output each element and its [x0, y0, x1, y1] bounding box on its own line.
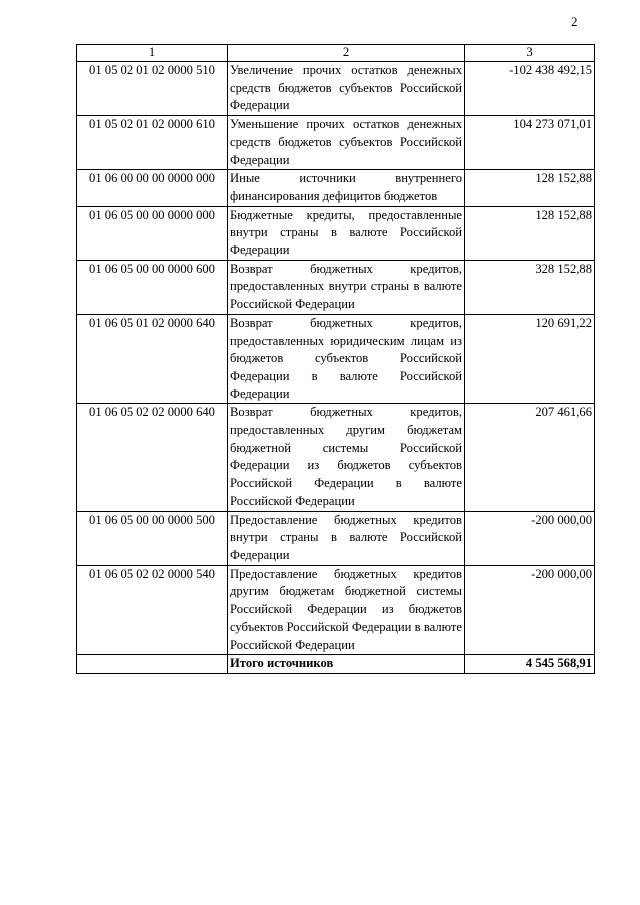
- amount: -102 438 492,15: [465, 62, 595, 116]
- source-name: Возврат бюджетных кредитов, предоставленных внутри страны в валюте Российской Федерации: [228, 260, 465, 314]
- table-row: [77, 62, 595, 116]
- source-name: Предоставление бюджетных кредитов внутри страны в валюте Российской Федерации: [228, 511, 465, 565]
- amount: 128 152,88: [465, 206, 595, 260]
- budget-code: 01 05 02 01 02 0000 510: [77, 62, 228, 116]
- page-number: 2: [571, 14, 578, 29]
- column-header-1: 1: [77, 45, 228, 62]
- budget-code: 01 06 05 00 00 0000 500: [77, 511, 228, 565]
- total-amount: 4 545 568,91: [465, 655, 595, 674]
- table-row: [77, 314, 595, 404]
- sources-table: [76, 44, 595, 674]
- total-label: Итого источников: [228, 655, 465, 674]
- header-row: [77, 45, 595, 62]
- source-name: Бюджетные кредиты, предоставленные внутри страны в валюте Российской Федерации: [228, 206, 465, 260]
- source-name: Иные источники внутреннего финансирования дефицитов бюджетов: [228, 170, 465, 206]
- amount: -200 000,00: [465, 565, 595, 655]
- table-row: [77, 170, 595, 206]
- column-header-2: 2: [228, 45, 465, 62]
- amount: 120 691,22: [465, 314, 595, 404]
- amount: 328 152,88: [465, 260, 595, 314]
- budget-code: 01 05 02 01 02 0000 610: [77, 116, 228, 170]
- table-row: [77, 260, 595, 314]
- budget-code: 01 06 05 01 02 0000 640: [77, 314, 228, 404]
- table-row: [77, 404, 595, 511]
- column-header-3: 3: [465, 45, 595, 62]
- budget-code: 01 06 05 02 02 0000 640: [77, 404, 228, 511]
- amount: 128 152,88: [465, 170, 595, 206]
- source-name: Предоставление бюджетных кредитов другим бюджетам бюджетной системы Российской Федерации из бюджетов субъектов Российской Федерации в валюте Российской Федерации: [228, 565, 465, 655]
- table-row: [77, 511, 595, 565]
- table-row: [77, 206, 595, 260]
- amount: 207 461,66: [465, 404, 595, 511]
- budget-code: 01 06 05 00 00 0000 600: [77, 260, 228, 314]
- source-name: Возврат бюджетных кредитов, предоставленных другим бюджетам бюджетной системы Российской Федерации из бюджетов субъектов Российской Федерации в валюте Российской Федерации: [228, 404, 465, 511]
- source-name: Возврат бюджетных кредитов, предоставленных юридическим лицам из бюджетов субъектов Российской Федерации в валюте Российской Федерации: [228, 314, 465, 404]
- table-row: [77, 565, 595, 655]
- source-name: Уменьшение прочих остатков денежных средств бюджетов субъектов Российской Федерации: [228, 116, 465, 170]
- amount: 104 273 071,01: [465, 116, 595, 170]
- total-row: [77, 655, 595, 674]
- source-name: Увеличение прочих остатков денежных средств бюджетов субъектов Российской Федерации: [228, 62, 465, 116]
- budget-code: 01 06 05 00 00 0000 000: [77, 206, 228, 260]
- budget-code: 01 06 05 02 02 0000 540: [77, 565, 228, 655]
- total-code: [77, 655, 228, 674]
- budget-code: 01 06 00 00 00 0000 000: [77, 170, 228, 206]
- table-row: [77, 116, 595, 170]
- amount: -200 000,00: [465, 511, 595, 565]
